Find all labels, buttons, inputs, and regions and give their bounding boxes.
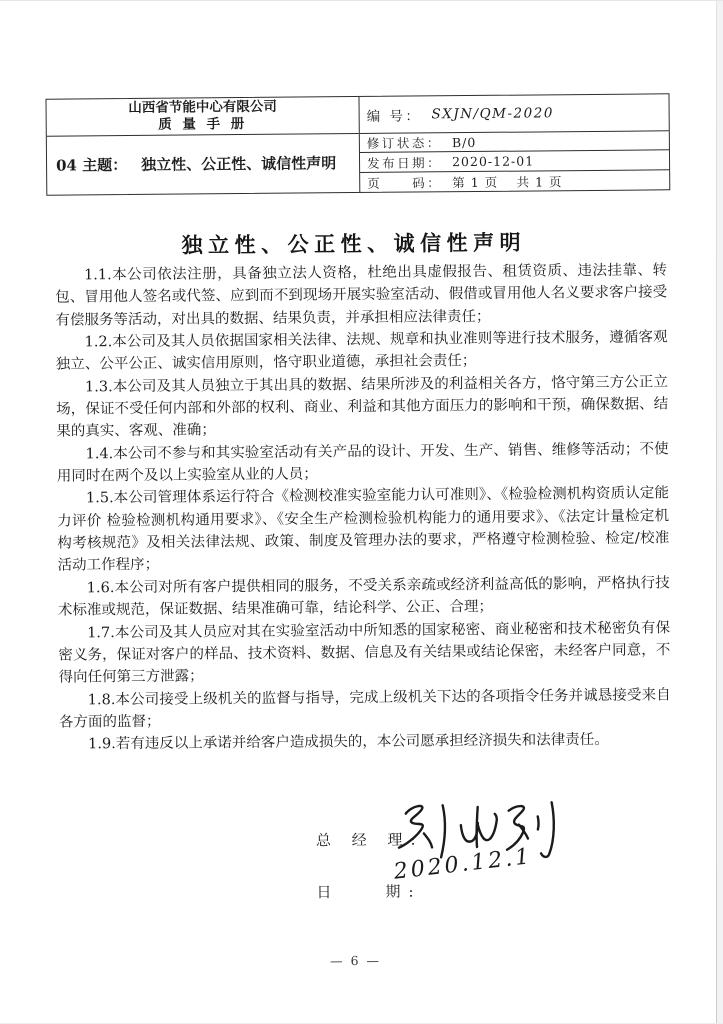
revision-label: 修订状态： [366,135,442,151]
date-handwriting: 2020.12.1 [392,844,534,885]
issue-date-row [360,150,669,173]
page-code-value: 第 1 页 共 1 页 [452,173,563,190]
header-table [45,93,670,195]
declaration-paragraph-8: 1.8.本公司接受上级机关的监督与指导，完成上级机关下达的各项指令任务并诚恳接受来自各方面的监督； [58,686,671,731]
declaration-paragraph-7: 1.7.本公司及其人员应对其在实验室活动中所知悉的国家秘密、商业秘密和技术秘密负有保密义务，保证对客户的样品、技术资料、数据、信息及有关结果或结论保密，未经客户同意，不得向任何第三方泄露； [58,619,671,686]
issue-date-label: 发布日期： [366,154,443,171]
doc-number-label: 编 号： [366,108,422,125]
date-label: 日 期: [316,882,422,902]
page-code-label: 页 码： [367,174,443,191]
company-name: 山西省节能中心有限公司 [128,98,277,117]
declaration-paragraph-5: 1.5.本公司管理体系运行符合《检测校准实验室能力认可准则》、《检验检测机构资质认定能力评价 检验检测机构通用要求》、《安全生产检测检验机构能力的通用要求》、《法定计量检定机构考核规范》及相关法律法规、政策、制度及管理办法的要求，严格遵守检测检验、检定/校准活动工作程序； [57,485,670,575]
header-left-column [46,97,360,195]
revision-value: B/0 [451,134,477,150]
declaration-paragraph-3: 1.3.本公司及其人员独立于其出具的数据、结果所涉及的利益相关各方，恪守第三方公正立场，保证不受任何内部和外部的权利、商业、利益和其他方面压力的影响和干预，确保数据、结果的真实、客观、准确； [56,374,669,441]
page-code-row [360,170,669,192]
declaration-paragraph-2: 1.2.本公司及其人员依据国家相关法律、法规、规章和执业准则等进行技术服务，遵循客观独立、公平公正、诚实信用原则，恪守职业道德，承担社会责任； [55,329,668,374]
doc-number-value: SXJN/QM-2020 [431,105,554,123]
topic-label: 04 主题： [55,156,128,175]
declaration-body [55,259,671,756]
issue-date-value: 2020-12-01 [452,153,535,170]
declaration-paragraph-9: 1.9.若有违反以上承诺并给客户造成损失的，本公司愿承担经济损失和法律责任。 [88,732,609,753]
footer-page-number: — 6 — [330,952,382,969]
declaration-paragraph-4: 1.4.本公司不参与和其实验室活动有关产品的设计、开发、生产、销售、维修等活动；不使用同时在两个及以上实验室从业的人员； [56,441,669,485]
topic-value: 独立性、公正性、诚信性声明 [141,154,337,174]
doc-number-row [359,94,668,134]
company-name-cell [46,97,358,137]
general-manager-label: 总 经 理: [315,830,424,850]
document-title: 独立性、公正性、诚信性声明 [181,229,527,258]
topic-cell [47,134,359,194]
declaration-paragraph-6: 1.6.本公司对所有客户提供相同的服务，不受关系亲疏或经济利益高低的影响，严格执行技术标准或规范，保证数据、结果准确可靠，结论科学、公正、合理； [57,575,670,619]
manual-title: 质 量 手 册 [158,115,248,133]
declaration-paragraph-1: 1.1.本公司依法注册，具备独立法人资格，杜绝出具虚假报告、租赁资质、违法挂靠、转包、冒用他人签名或代签、应到而不到现场开展实验室活动、假借或冒用他人名义要求客户接受有偿服务等活动，对出具的数据、结果负责，并承担相应法律责任； [55,262,668,329]
header-right-column [359,94,669,192]
